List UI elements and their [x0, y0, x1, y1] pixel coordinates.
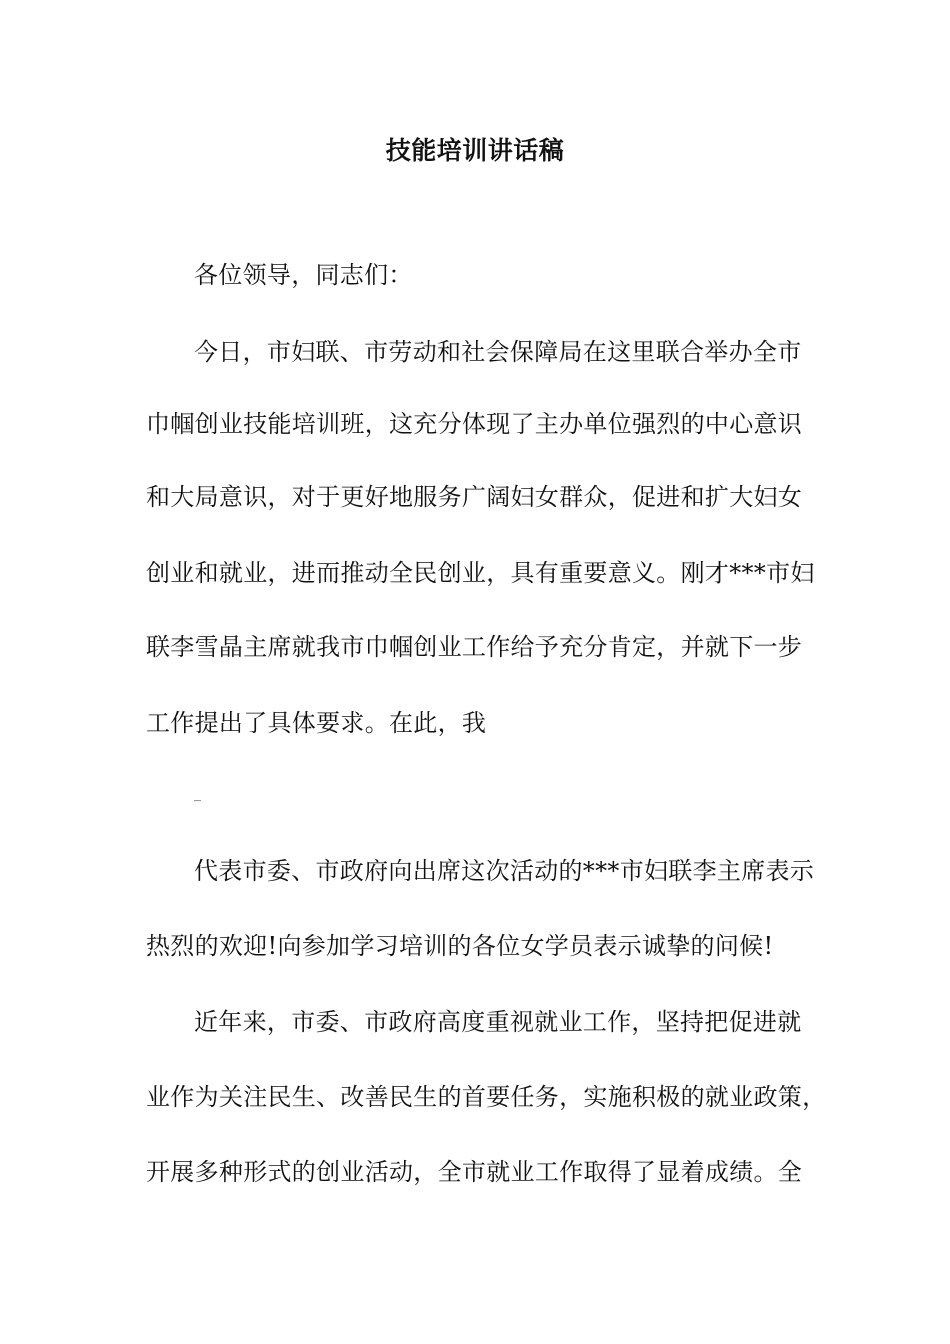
paragraph-1-line-5: 联李雪晶主席就我市巾帼创业工作给予充分肯定，并就下一步 [146, 633, 803, 661]
paragraph-1-line-2: 巾帼创业技能培训班，这充分体现了主办单位强烈的中心意识 [146, 410, 803, 438]
paragraph-1-line-6: 工作提出了具体要求。在此，我 [146, 709, 487, 737]
separator-mark: _ [194, 786, 201, 802]
document-title: 技能培训讲话稿 [385, 136, 565, 165]
paragraph-3-line-3: 开展多种形式的创业活动，全市就业工作取得了显着成绩。全 [146, 1158, 803, 1186]
paragraph-3-line-2: 业作为关注民生、改善民生的首要任务，实施积极的就业政策， [146, 1083, 827, 1111]
paragraph-1-line-1: 今日，市妇联、市劳动和社会保障局在这里联合举办全市 [194, 338, 802, 366]
paragraph-2-line-1: 代表市委、市政府向出席这次活动的***市妇联李主席表示 [194, 857, 815, 885]
paragraph-3-line-1: 近年来，市委、市政府高度重视就业工作，坚持把促进就 [194, 1008, 802, 1036]
paragraph-1-line-4: 创业和就业，进而推动全民创业，具有重要意义。刚才***市妇 [146, 559, 815, 587]
paragraph-2-line-2: 热烈的欢迎!向参加学习培训的各位女学员表示诚挚的问候! [146, 932, 774, 960]
salutation: 各位领导，同志们： [194, 261, 413, 289]
paragraph-1-line-3: 和大局意识，对于更好地服务广阔妇女群众，促进和扩大妇女 [146, 483, 803, 511]
